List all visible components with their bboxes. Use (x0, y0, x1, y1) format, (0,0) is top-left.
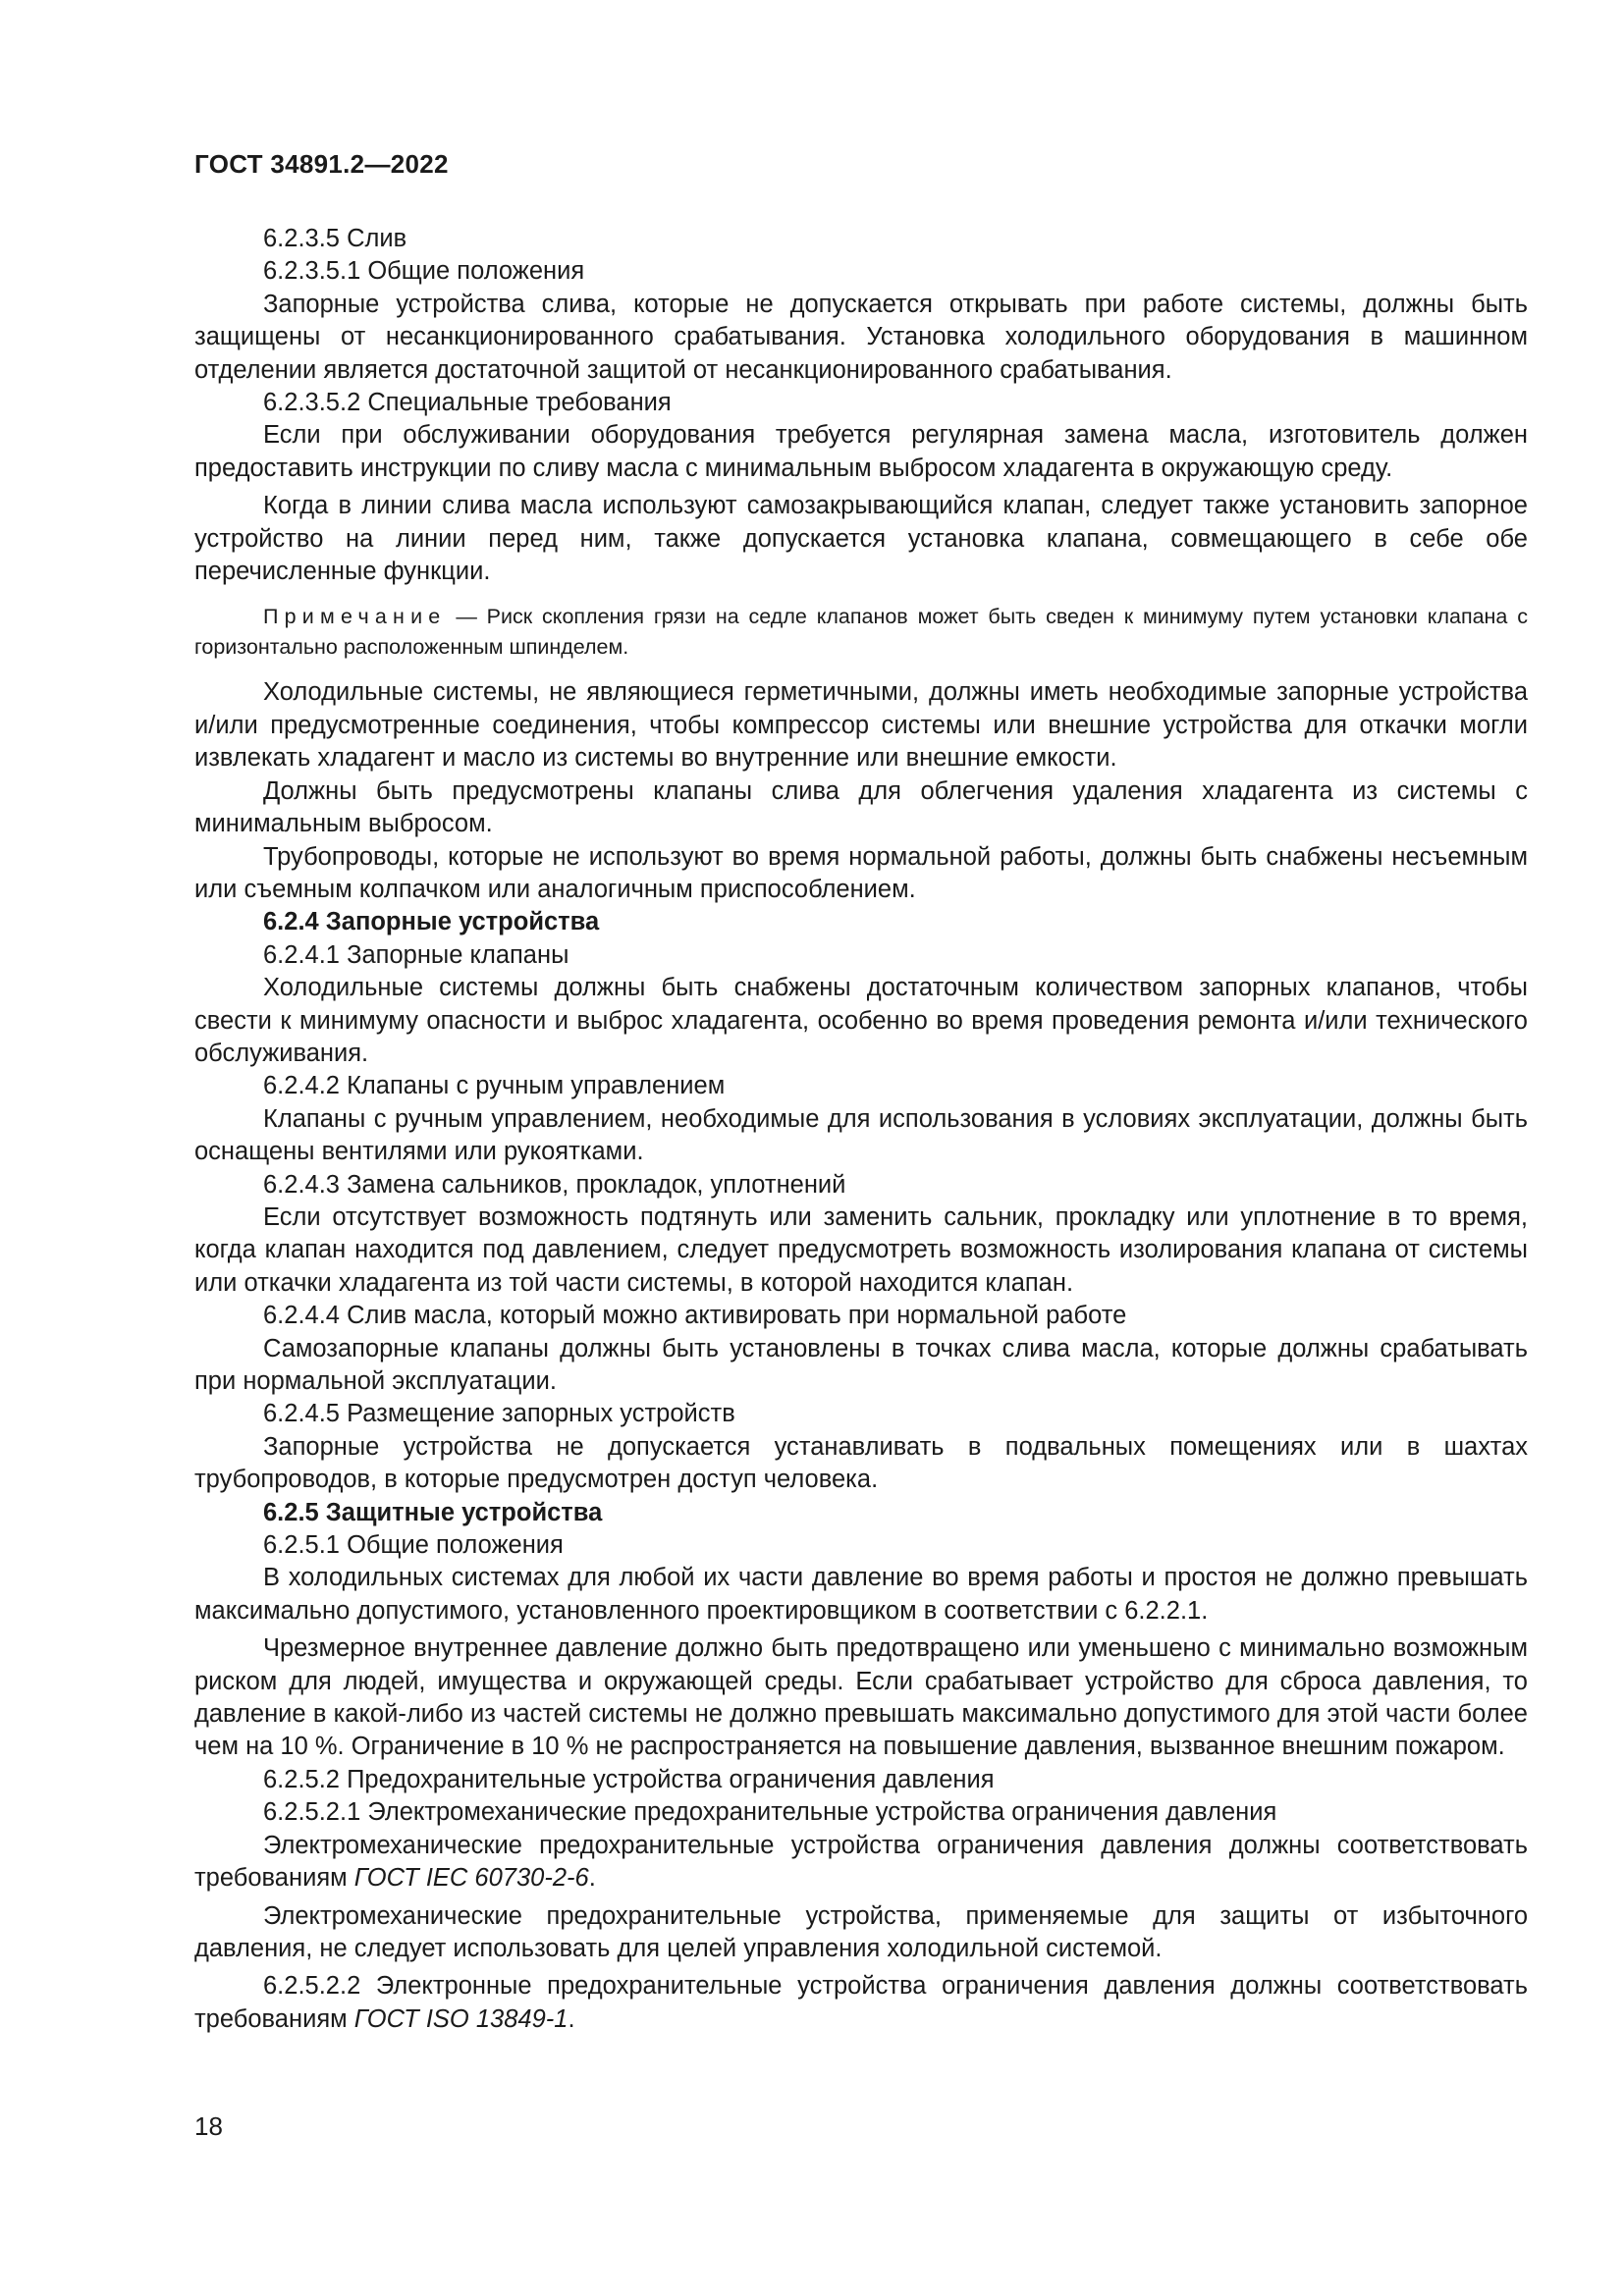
section-heading: 6.2.3.5 Слив (263, 225, 407, 252)
paragraph: Чрезмерное внутреннее давление должно быть предотвращено или уменьшено с минимально возможным риском для людей, имущества и окружающей среды. Если срабатывает устройство для сброса давления, то давление в какой-либо из частей системы не должно превышать максимально допустимого для этой части более чем на 10 %. Ограничение в 10 % не распространяется на повышение давления, вызванное внешним пожаром. (194, 1634, 1528, 1761)
section-heading-bold: 6.2.5 Защитные устройства (263, 1498, 603, 1526)
subsection-heading: 6.2.4.3 Замена сальников, прокладок, уплотнений (263, 1170, 846, 1199)
paragraph: Трубопроводы, которые не используют во время нормальной работы, должны быть снабжены несъемным или съемным колпачком или аналогичным приспособлением. (194, 842, 1528, 903)
standard-reference: ГОСТ IEC 60730-2-6 (353, 1864, 589, 1893)
section-heading-bold: 6.2.4 Запорные устройства (263, 908, 600, 936)
subsection-heading: 6.2.4.5 Размещение запорных устройств (263, 1400, 735, 1428)
paragraph (194, 1830, 1528, 1896)
page-number: 18 (194, 2111, 223, 2141)
subsection-heading: 6.2.5.1 Общие положения (263, 1531, 564, 1560)
paragraph: Холодильные системы должны быть снабжены достаточным количеством запорных клапанов, чтобы свести к минимуму опасности и выброс хладагента, особенно во время проведения ремонта и/или технического обслуживания. (194, 974, 1528, 1067)
note-text: — Риск скопления грязи на седле клапанов может быть сведен к минимуму путем установки клапана с горизонтально расположенным шпинделем. (194, 605, 1528, 660)
standard-reference: ГОСТ ISO 13849-1 (353, 2004, 568, 2033)
paragraph: Когда в линии слива масла используют самозакрывающийся клапан, следует также установить запорное устройство на линии перед ним, также допускается установка клапана, совмещающего в себе обе перечисленные функции. (194, 492, 1528, 586)
paragraph-end: . (568, 2004, 575, 2033)
paragraph-end: . (588, 1864, 596, 1893)
paragraph: Клапаны с ручным управлением, необходимые для использования в условиях эксплуатации, должны быть оснащены вентилями или рукоятками. (194, 1104, 1528, 1166)
note-label: Примечание (263, 605, 447, 629)
paragraph: Самозапорные клапаны должны быть установлены в точках слива масла, которые должны срабатывать при нормальной эксплуатации. (194, 1334, 1528, 1395)
paragraph (194, 1970, 1528, 2036)
page-body (194, 223, 1528, 2036)
subsection-heading: 6.2.3.5.1 Общие положения (263, 257, 585, 286)
subsection-heading: 6.2.4.2 Клапаны с ручным управлением (263, 1072, 726, 1100)
subsection-heading: 6.2.5.2 Предохранительные устройства ограничения давления (263, 1765, 995, 1793)
paragraph-text: Электромеханические предохранительные устройства ограничения давления должны соответствовать требованиям (194, 1831, 1528, 1893)
paragraph: Электромеханические предохранительные устройства, применяемые для защиты от избыточного давления, не следует использовать для целей управления холодильной системой. (194, 1901, 1528, 1962)
paragraph: Запорные устройства не допускается устанавливать в подвальных помещениях или в шахтах трубопроводов, в которые предусмотрен доступ человека. (194, 1432, 1528, 1494)
paragraph: Холодильные системы, не являющиеся герметичными, должны иметь необходимые запорные устройства и/или предусмотренные соединения, чтобы компрессор системы или внешние устройства для откачки могли извлекать хладагент и масло из системы во внутренние или внешние емкости. (194, 678, 1528, 773)
paragraph: Должны быть предусмотрены клапаны слива для облегчения удаления хладагента из системы с минимальным выбросом. (194, 776, 1528, 838)
subsection-heading: 6.2.3.5.2 Специальные требования (263, 389, 672, 417)
paragraph: Если при обслуживании оборудования требуется регулярная замена масла, изготовитель должен предоставить инструкции по сливу масла с минимальным выбросом хладагента в окружающую среду. (194, 421, 1528, 482)
document-code-header: ГОСТ 34891.2—2022 (194, 149, 449, 179)
paragraph: Запорные устройства слива, которые не допускается открывать при работе системы, должны быть защищены от несанкционированного срабатывания. Установка холодильного оборудования в машинном отделении является достаточной защитой от несанкционированного срабатывания. (194, 290, 1528, 384)
note-block (194, 602, 1528, 663)
paragraph: В холодильных системах для любой их части давление во время работы и простоя не должно превышать максимально допустимого, установленного проектировщиком в соответствии с 6.2.2.1. (194, 1564, 1528, 1625)
subsection-heading: 6.2.4.4 Слив масла, который можно активировать при нормальной работе (263, 1302, 1127, 1330)
subsection-heading: 6.2.4.1 Запорные клапаны (263, 940, 569, 969)
paragraph: Если отсутствует возможность подтянуть или заменить сальник, прокладку или уплотнение в то время, когда клапан находится под давлением, следует предусмотреть возможность изолирования клапана от системы или откачки хладагента из той части системы, в которой находится клапан. (194, 1202, 1528, 1297)
paragraph-text: 6.2.5.2.2 Электронные предохранительные устройства ограничения давления должны соответствовать требованиям (194, 1972, 1528, 2033)
subsection-heading: 6.2.5.2.1 Электромеханические предохранительные устройства ограничения давления (263, 1798, 1277, 1827)
